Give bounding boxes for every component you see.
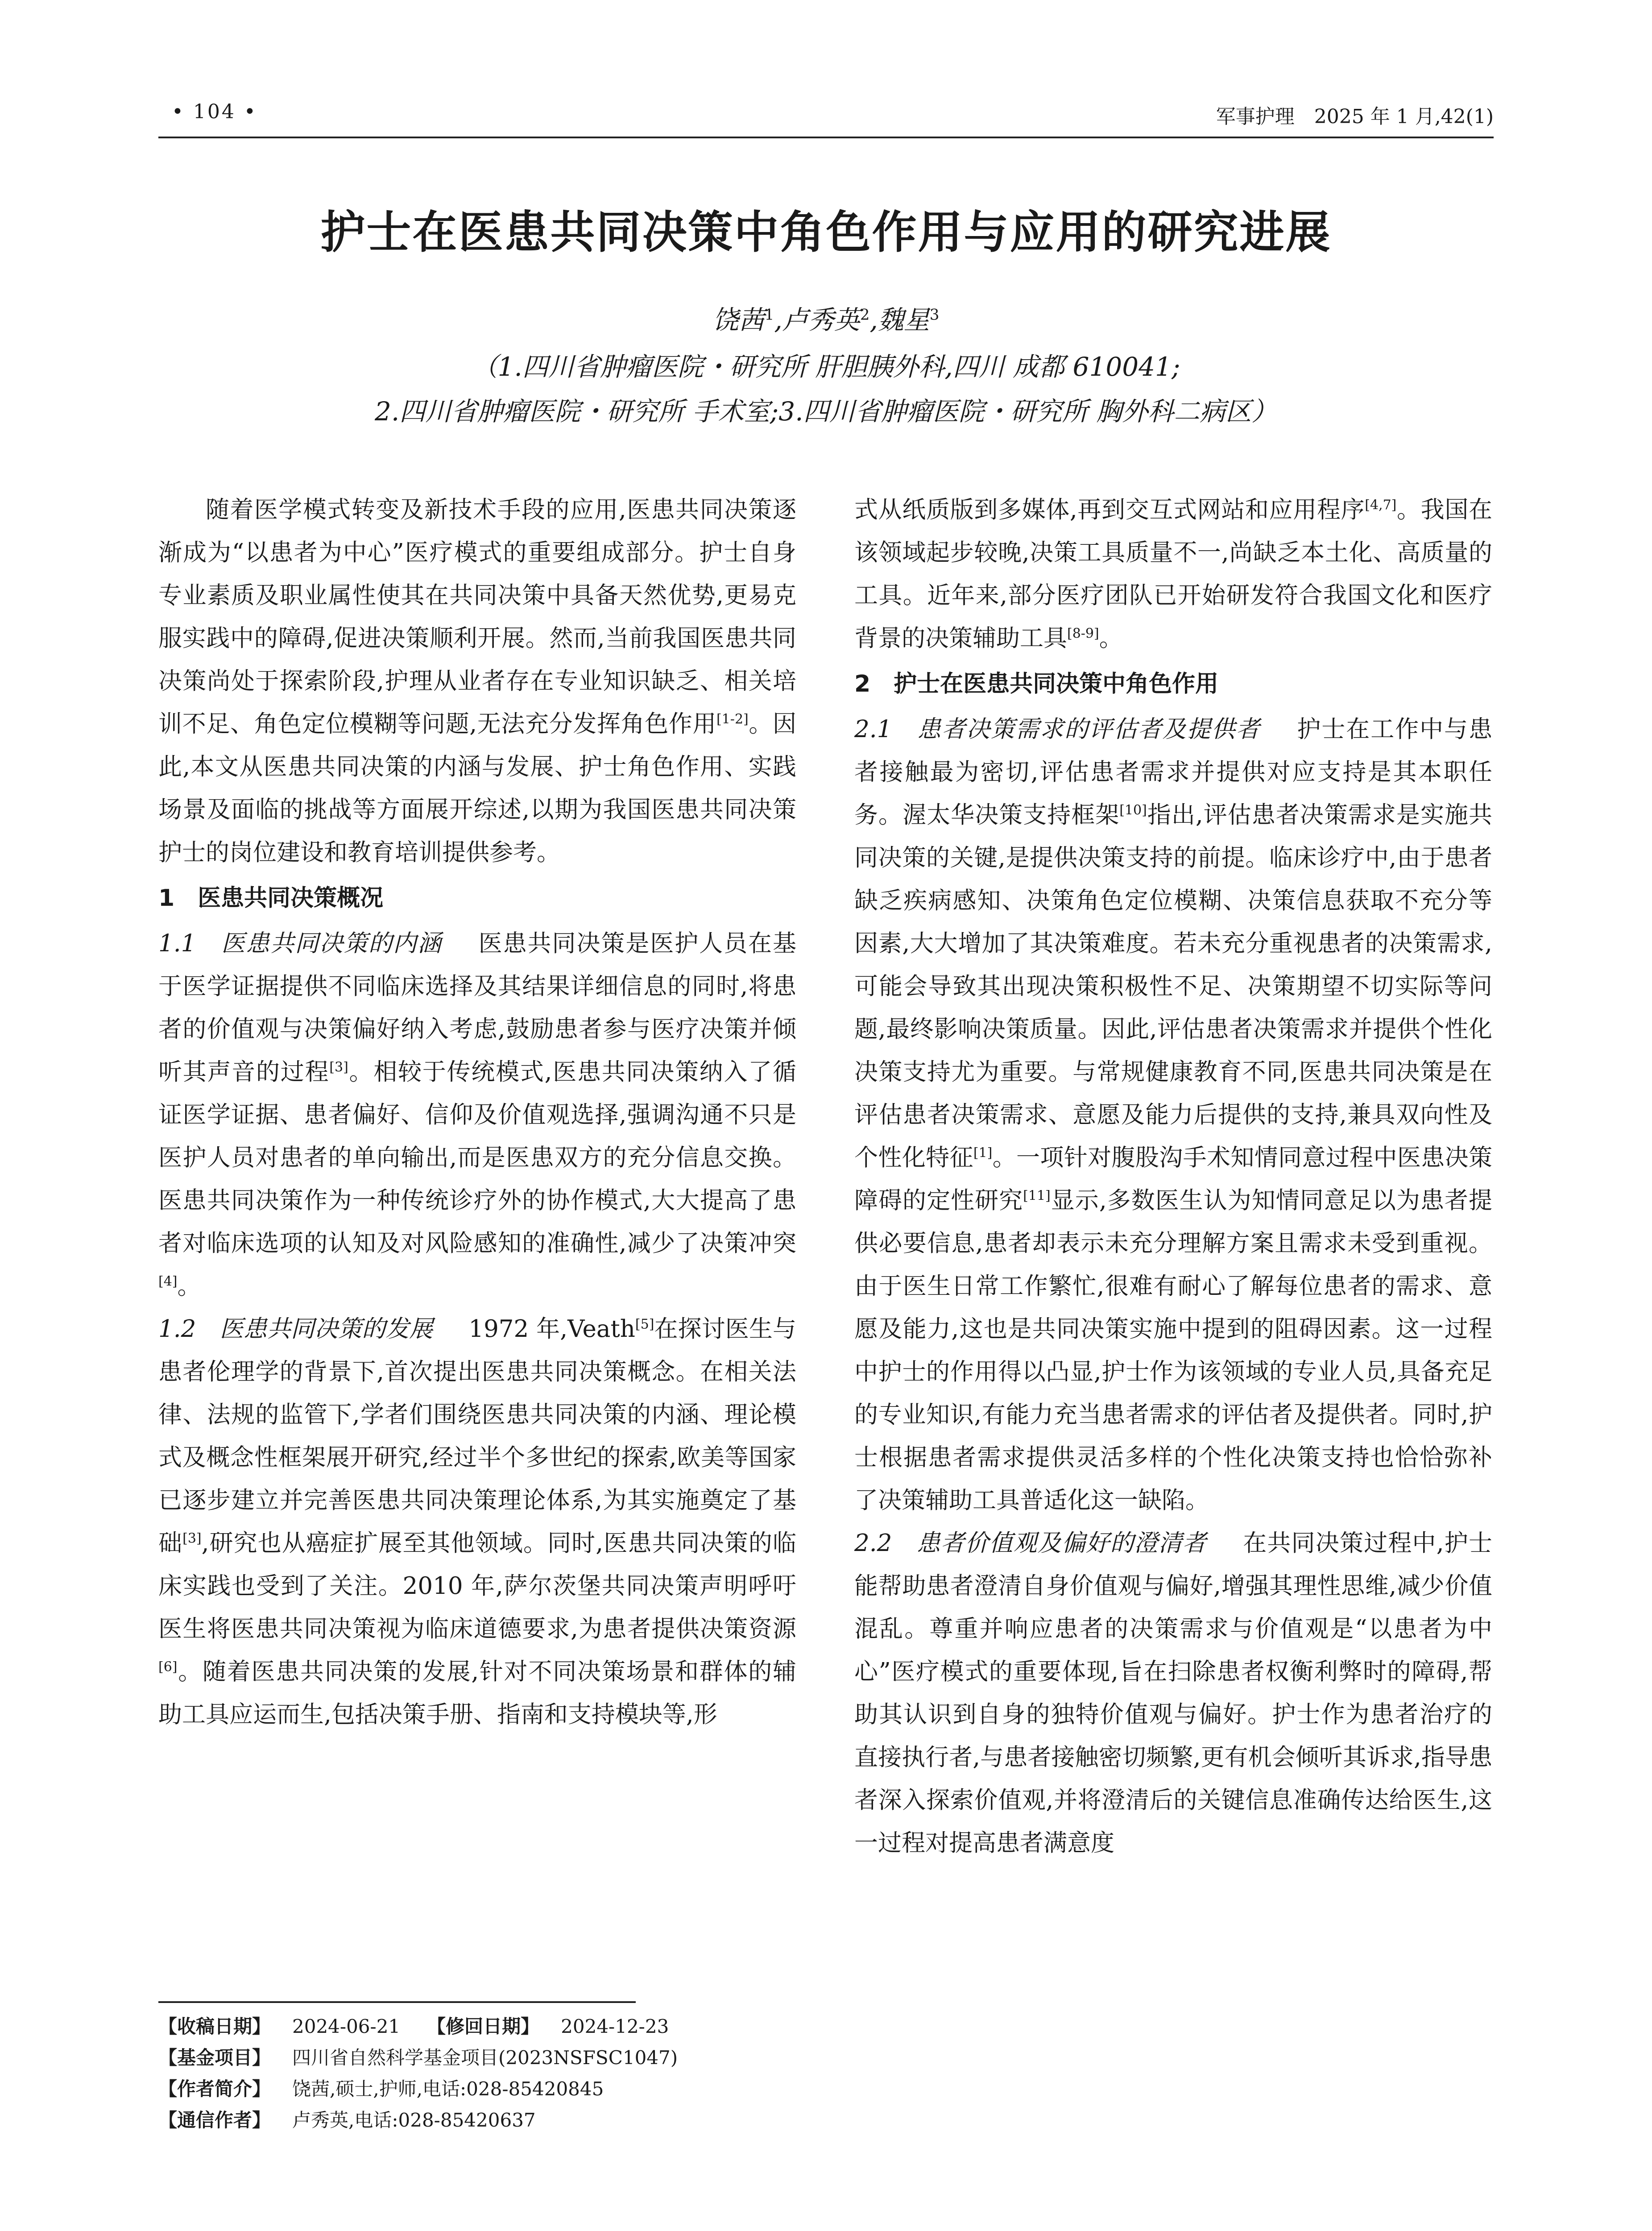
footnote-value: 卢秀英,电话:028-85420637 xyxy=(292,2109,536,2131)
text-run: 在共同决策过程中,护士能帮助患者澄清自身价值观与偏好,增强其理性思维,减少价值混乱。尊重并响应患者的决策需求与价值观是“以患者为中心”医疗模式的重要体现,旨在扫除患者权衡利弊时的障碍,帮助其认识到自身的独特价值观与偏好。护士作为患者治疗的直接执行者,与患者接触密切频繁,更有机会倾听其诉求,指导患者深入探索价值观,并将澄清后的关键信息准确传达给医生,这一过程对提高患者满意度 xyxy=(854,1530,1492,1857)
footnote-author xyxy=(158,2076,604,2102)
left-column xyxy=(158,489,796,1736)
footnote-label: 【修回日期】 xyxy=(427,2015,540,2037)
subsection-paragraph xyxy=(854,708,1492,1522)
text-run: 护士在工作中与患者接触最为密切,评估患者需求并提供对应支持是其本职任务。渥太华决策支持框架 xyxy=(854,716,1493,829)
footnote-corresponding xyxy=(158,2107,536,2134)
footnote-label: 【收稿日期】 xyxy=(158,2015,271,2037)
author-name: ,卢秀英 xyxy=(774,305,860,335)
citation: [5] xyxy=(635,1316,654,1332)
text-run: 。相较于传统模式,医患共同决策纳入了循证医学证据、患者偏好、信仰及价值观选择,强调沟通不只是医护人员对患者的单向输出,而是医患双方的充分信息交换。医患共同决策作为一种传统诊疗外的协作模式,大大提高了患者对临床选项的认知及对风险感知的准确性,减少了决策冲突 xyxy=(158,1058,796,1257)
journal-info: 军事护理 2025 年 1 月,42(1) xyxy=(1216,105,1494,128)
author-line xyxy=(0,299,1652,336)
continued-paragraph xyxy=(854,489,1492,660)
footnote-dates xyxy=(158,2013,669,2040)
right-column xyxy=(854,489,1492,1865)
text-run: 式从纸质版到多媒体,再到交互式网站和应用程序 xyxy=(854,496,1365,523)
citation: [6] xyxy=(158,1659,178,1675)
author-name: 饶茜 xyxy=(712,305,765,335)
text-run: 。 xyxy=(1099,625,1123,652)
citation: [1-2] xyxy=(716,711,749,727)
affiliation-line: 2.四川省肿瘤医院・研究所 手术室;3.四川省肿瘤医院・研究所 胸外科二病区） xyxy=(374,396,1278,427)
header-rule xyxy=(158,137,1494,138)
subsection-title: 2.2 患者价值观及偏好的澄清者 xyxy=(854,1530,1207,1557)
citation: [11] xyxy=(1023,1188,1051,1204)
section-heading: 1 医患共同决策概况 xyxy=(158,885,384,912)
footnote-value: 2024-12-23 xyxy=(561,2015,669,2037)
intro-paragraph xyxy=(158,489,796,874)
text-run: 在探讨医生与患者伦理学的背景下,首次提出医患共同决策概念。在相关法律、法规的监管下,学者们围绕医患共同决策的内涵、理论模式及概念性框架展开研究,经过半个多世纪的探索,欧美等国家已逐步建立并完善医患共同决策理论体系,为其实施奠定了基础 xyxy=(158,1315,796,1557)
text-run: 显示,多数医生认为知情同意足以为患者提供必要信息,患者却表示未充分理解方案且需求未受到重视。由于医生日常工作繁忙,很难有耐心了解每位患者的需求、意愿及能力,这也是共同决策实施中提到的阻碍因素。这一过程中护士的作用得以凸显,护士作为该领域的专业人员,具备充足的专业知识,有能力充当患者需求的评估者及提供者。同时,护士根据患者需求提供灵活多样的个性化决策支持也恰恰弥补了决策辅助工具普适化这一缺陷。 xyxy=(854,1187,1492,1514)
citation: [4] xyxy=(158,1273,178,1290)
citation: [1] xyxy=(973,1145,993,1161)
author-sup: 1 xyxy=(764,306,774,324)
footnote-fund xyxy=(158,2044,678,2071)
subsection-paragraph xyxy=(854,1522,1492,1865)
footnote-value: 四川省自然科学基金项目(2023NSFSC1047) xyxy=(292,2047,678,2069)
subsection-title: 1.1 医患共同决策的内涵 xyxy=(158,930,442,957)
article-title: 护士在医患共同决策中角色作用与应用的研究进展 xyxy=(320,206,1332,258)
text-run: 指出,评估患者决策需求是实施共同决策的关键,是提供决策支持的前提。临床诊疗中,由于患者缺乏疾病感知、决策角色定位模糊、决策信息获取不充分等因素,大大增加了其决策难度。若未充分重视患者的决策需求,可能会导致其出现决策积极性不足、决策期望不切实际等问题,最终影响决策质量。因此,评估患者决策需求并提供个性化决策支持尤为重要。与常规健康教育不同,医患共同决策是在评估患者决策需求、意愿及能力后提供的支持,兼具双向性及个性化特征 xyxy=(854,801,1492,1171)
page-number: • 104 • xyxy=(172,100,257,123)
text-run: 。我国在该领域起步较晚,决策工具质量不一,尚缺乏本土化、高质量的工具。近年来,部分医疗团队已开始研发符合我国文化和医疗背景的决策辅助工具 xyxy=(854,496,1492,652)
author-sup: 2 xyxy=(860,306,870,324)
citation: [3] xyxy=(329,1059,348,1075)
text-run: 。 xyxy=(177,1273,201,1300)
citation: [4,7] xyxy=(1365,497,1397,513)
author-name: ,魏星 xyxy=(869,305,930,335)
citation: [3] xyxy=(182,1530,202,1547)
text-run: 。因此,本文从医患共同决策的内涵与发展、护士角色作用、实践场景及面临的挑战等方面展开综述,以期为我国医患共同决策护士的岗位建设和教育培训提供参考。 xyxy=(158,710,796,866)
text-run: 医患共同决策是医护人员在基于医学证据提供不同临床选择及其结果详细信息的同时,将患者的价值观与决策偏好纳入考虑,鼓励患者参与医疗决策并倾听其声音的过程 xyxy=(158,930,797,1086)
subsection-title: 2.1 患者决策需求的评估者及提供者 xyxy=(854,716,1261,743)
text-run: 随着医学模式转变及新技术手段的应用,医患共同决策逐渐成为“以患者为中心”医疗模式的重要组成部分。护士自身专业素质及职业属性使其在共同决策中具备天然优势,更易克服实践中的障碍,促进决策顺利开展。然而,当前我国医患共同决策尚处于探索阶段,护理从业者存在专业知识缺乏、相关培训不足、角色定位模糊等问题,无法充分发挥角色作用 xyxy=(158,496,796,738)
author-sup: 3 xyxy=(929,306,940,324)
subsection-title: 1.2 医患共同决策的发展 xyxy=(158,1315,433,1343)
footnote-label: 【基金项目】 xyxy=(158,2047,271,2069)
text-run: 1972 年,Veath xyxy=(468,1315,635,1343)
footnote-label: 【作者简介】 xyxy=(158,2078,271,2100)
citation: [8-9] xyxy=(1067,626,1099,642)
text-run: 。一项针对腹股沟手术知情同意过程中医患决策障碍的定性研究 xyxy=(854,1144,1493,1214)
subsection-paragraph xyxy=(158,1308,796,1736)
footnote-label: 【通信作者】 xyxy=(158,2109,271,2131)
section-heading: 2 护士在医患共同决策中角色作用 xyxy=(854,671,1219,697)
footnote-rule xyxy=(158,2001,636,2003)
citation: [10] xyxy=(1119,802,1147,818)
footnote-value: 2024-06-21 xyxy=(292,2015,401,2037)
footnote-value: 饶茜,硕士,护师,电话:028-85420845 xyxy=(292,2078,604,2100)
subsection-paragraph xyxy=(158,922,796,1308)
text-run: 。随着医患共同决策的发展,针对不同决策场景和群体的辅助工具应运而生,包括决策手册、指南和支持模块等,形 xyxy=(158,1658,796,1728)
running-header xyxy=(158,87,1494,132)
affiliation-line: （1.四川省肿瘤医院・研究所 肝胆胰外科,四川 成都 610041; xyxy=(472,352,1180,382)
text-run: ,研究也从癌症扩展至其他领域。同时,医患共同决策的临床实践也受到了关注。2010 年,萨尔茨堡共同决策声明呼吁医生将医患共同决策视为临床道德要求,为患者提供决策资源 xyxy=(158,1530,796,1642)
